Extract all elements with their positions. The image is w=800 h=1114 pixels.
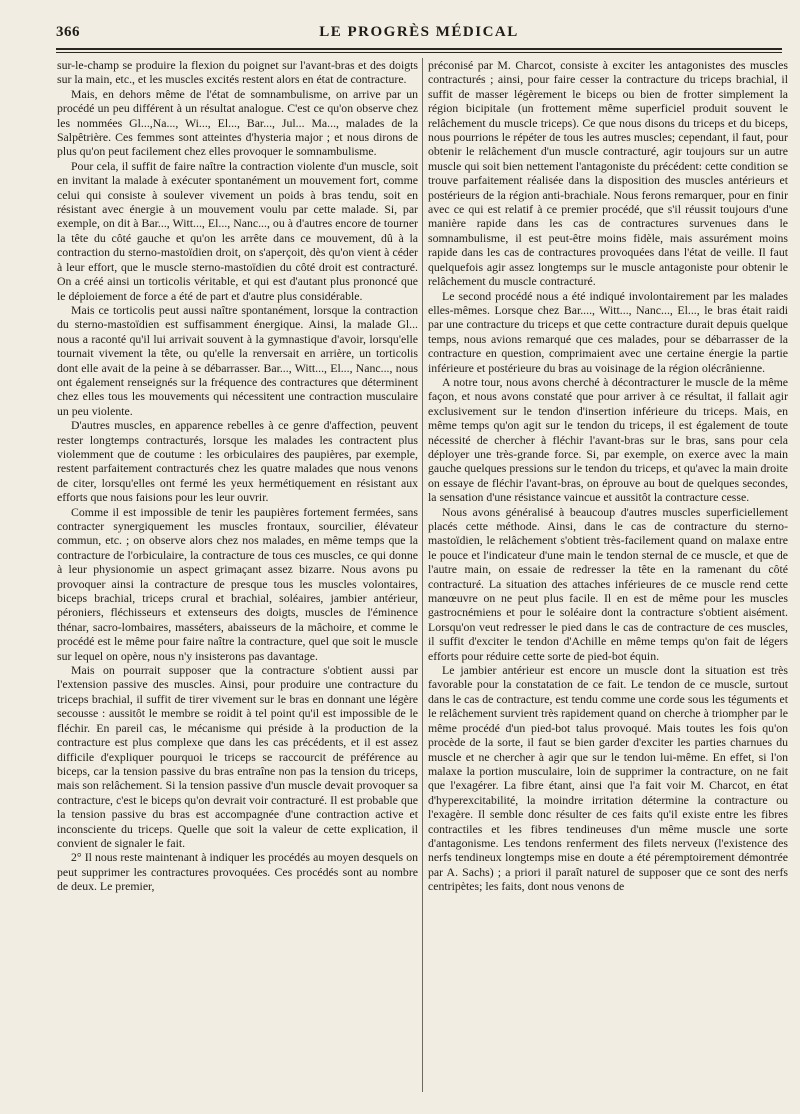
paragraph: Pour cela, il suffit de faire naître la contraction violente d'un muscle, soit en invitant la malade à exécuter spontanément un mouvement fort, comme celui qui consiste à soulever vivement un poids à bras tendu, soit en résistant avec énergie à un mouvement voulu par cette malade. Si, par exemple, on dit à Bar..., Witt..., El..., Nanc..., ou à d'autres encore de tourner la tête du côté gauche et qu'on les arrête dans ce mouvement, dû à la contraction du sterno-mastoïdien droit, on s'aperçoit, dès qu'on vient à céder à leur effort, que le muscle sterno-mastoïdien du côté droit est contracturé. On a créé ainsi un torticolis véritable, et qui est d'autant plus prononcé que le déploiement de force a été de part et d'autre plus considérable. <box>57 158 418 303</box>
right-column <box>428 58 788 1106</box>
paragraph: sur-le-champ se produire la flexion du poignet sur l'avant-bras et des doigts sur la main, etc., et les muscles excités restent alors en état de contracture. <box>57 58 418 87</box>
paragraph: Mais ce torticolis peut aussi naître spontanément, lorsque la contraction du sterno-mastoïdien est suffisamment énergique. Ainsi, la malade Gl... nous a raconté qu'il lui arrivait souvent à la gymnastique d'avoir, lorsqu'elle tournait vivement la tête, ou qu'elle la renversait en arrière, un torticolis dont elle avait de la peine à se débarrasser. Bar..., Witt..., El..., Nanc..., nous ont également renseignés sur la fréquence des contractures que déterminent chez elles tous les mouvements qui nécessitent une contraction musculaire un peu violente. <box>57 302 418 418</box>
paragraph: préconisé par M. Charcot, consiste à exciter les antagonistes des muscles contracturés ; ainsi, pour faire cesser la contracture du triceps brachial, il suffit de masser légèrement le biceps ou bien de frotter simplement la région bicipitale (un frottement même superficiel produit souvent le relâchement du muscle triceps). Ce que nous disons du triceps et du biceps, nous pourrions le répéter de tous les autres muscles; cependant, il faut, pour obtenir le relâchement d'un muscle contracturé, agir toujours sur un autre muscle qui soit bien nettement l'antagoniste du précédent: cette condition se trouve parfaitement réalisée dans la disposition des muscles antérieurs et postérieurs de la région anti-brachiale. Nous ferons remarquer, pour en finir avec ce qui est relatif à ce premier procédé, que s'il réussit toujours d'une manière rapide dans les cas de contractures survenues dans le somnambulisme, il est peut-être moins fidèle, mais assurément moins rapide dans les cas de contractures provoquées dans l'état de veille. Il faut quelquefois agir assez longtemps sur le muscle antagoniste pour obtenir le relâchement du muscle contracturé. <box>428 58 788 289</box>
page-header <box>56 22 782 46</box>
paragraph: Mais on pourrait supposer que la contracture s'obtient aussi par l'extension passive des muscles. Ainsi, pour produire une contracture du triceps brachial, il suffit de tirer vivement sur le bras en donnant une légère secousse : aussitôt le membre se roidit à tel point qu'il est impossible de le fléchir. En pareil cas, le mécanisme qui préside à la production de la contracture est plus complexe que dans les cas précédents, et il est assez difficile d'expliquer pourquoi le triceps se raccourcit de préférence au biceps, car la tension passive du bras entraîne non pas la tension du triceps, mais son relâchement. Si la tension passive d'un muscle devait provoquer sa contracture, c'est le biceps qu'on devrait voir contracturé. Il est probable que la tension passive du bras est accompagnée d'une contraction active et inconsciente du triceps. Quelle que soit la valeur de cette explication, il convient de signaler le fait. <box>57 663 418 850</box>
left-column <box>57 58 418 1106</box>
header-rule-thick <box>56 48 782 50</box>
paragraph: Comme il est impossible de tenir les paupières fortement fermées, sans contracter synergiquement les muscles frontaux, sourcilier, élévateur commun, etc. ; on observe alors chez nos malades, en même temps que la contracture de l'orbiculaire, la contracture de tous ces muscles, ce qui donne à leur physionomie un aspect grimaçant assez bizarre. Nous avons pu provoquer ainsi la contracture de presque tous les muscles volontaires, biceps brachial, triceps crural et brachial, soléaires, jambier antérieur, péroniers, fléchisseurs et extenseurs des doigts, muscles de l'éminence thénar, sacro-lombaires, masséters, abaisseurs de la mâchoire, et comme le procédé est le même pour faire naître la contracture, quel que soit le muscle sur lequel on opère, nous n'y insisterons pas davantage. <box>57 504 418 663</box>
paragraph: Le jambier antérieur est encore un muscle dont la situation est très favorable pour la constatation de ce fait. Le tendon de ce muscle, surtout dans le cas de contracture, est tendu comme une corde sous les téguments et le relâchement survient très rapidement quand on cherche à triompher par le même procédé d'un pied-bot talus provoqué. Mais toutes les fois qu'on procède de la sorte, il faut se bien garder d'exciter les parties charnues du muscle et ne chercher à agir que sur le tendon lui-même. En effet, si l'on malaxe la portion musculaire, loin de supprimer la contracture, on ne fait que l'exagérer. La fibre étant, ainsi que l'a fait voir M. Charcot, en état d'hyperexcitabilité, la moindre irritation détermine la contracture ou l'exagère. Il semble donc résulter de ces faits qu'il existe entre les fibres contractiles et les fibres tendineuses d'un même muscle une sorte d'antagonisme. Les tendons renferment des filets nerveux (l'existence des nerfs tendineux longtemps mise en doute a été péremptoirement démontrée par A. Sachs) ; a priori il paraît naturel de supposer que ce sont des nerfs centripètes; les faits, dont nous venons de <box>428 663 788 894</box>
paragraph: D'autres muscles, en apparence rebelles à ce genre d'affection, peuvent rester longtemps contracturés, lorsque les malades les contractent plus violemment que de coutume : les orbiculaires des paupières, par exemple, restent parfaitement contracturés chez les quatre malades que nous venons de citer, lorsqu'elles ont fermé les yeux hermétiquement en résistant aux efforts que nous faisions pour les leur ouvrir. <box>57 418 418 505</box>
paragraph: Mais, en dehors même de l'état de somnambulisme, on arrive par un procédé un peu différent à un résultat analogue. C'est ce qu'on observe chez les nommées Gl...,Na..., Wi..., El..., Bar..., Jul... Ma..., malades de la Salpêtrière. Ces femmes sont atteintes d'hysteria major ; et nous dirons de plus qu'on peut facilement chez elles provoquer le somnambulisme. <box>57 86 418 159</box>
column-divider <box>422 58 423 1092</box>
page-number: 366 <box>56 24 80 40</box>
paragraph: A notre tour, nous avons cherché à décontracturer le muscle de la même façon, et nous avons constaté que pour arriver à ce résultat, il fallait agir exclusivement sur le tendon d'insertion inférieure du triceps. Mais, en même temps qu'on agit sur le tendon du triceps, il est également de toute nécessité de chercher à fléchir l'avant-bras sur le bras, sans pour cela déployer une très-grande force. Si, par exemple, on exerce avec la main gauche quelques pressions sur le tendon du triceps, et qu'avec la main droite on essaye de fléchir l'avant-bras, on éprouve au bout de quelques secondes, la sensation d'une résistance vaincue et aussitôt la contracture cesse. <box>428 374 788 505</box>
paragraph: Le second procédé nous a été indiqué involontairement par les malades elles-mêmes. Lorsque chez Bar...., Witt..., Nanc..., El..., le bras était raidi par une contracture du triceps et que cette contracture durait depuis quelque temps, nous avions remarqué que ces malades, pour se débarrasser de la contracture en question, comprimaient avec une certaine énergie la partie inférieure et postérieure du bras au voisinage de la région olécrânienne. <box>428 288 788 375</box>
header-rule-thin <box>56 52 782 53</box>
paragraph: 2° Il nous reste maintenant à indiquer les procédés au moyen desquels on peut supprimer les contractures provoquées. Ces procédés sont au nombre de deux. Le premier, <box>57 850 418 894</box>
paragraph: Nous avons généralisé à beaucoup d'autres muscles superficiellement placés cette méthode. Ainsi, dans le cas de contracture du sterno-mastoïdien, le relâchement s'obtient très-facilement quand on malaxe entre le pouce et l'indicateur d'une main le tendon sternal de ce muscle, et que de l'autre main, on essaie de redresser la tête en la ramenant du côté contracturé. La situation des attaches inférieures de ce muscle rend cette manœuvre on ne peut plus facile. Il en est de même pour les muscles gastrocnémiens et pour le soléaire dont la contracture s'obtient aisément. Lorsqu'on veut redresser le pied dans le cas de contracture de ces muscles, il suffit d'exciter le tendon d'Achille en même temps qu'on fait de légers efforts pour réduire cette sorte de pied-bot équin. <box>428 504 788 663</box>
running-title: LE PROGRÈS MÉDICAL <box>319 24 519 40</box>
